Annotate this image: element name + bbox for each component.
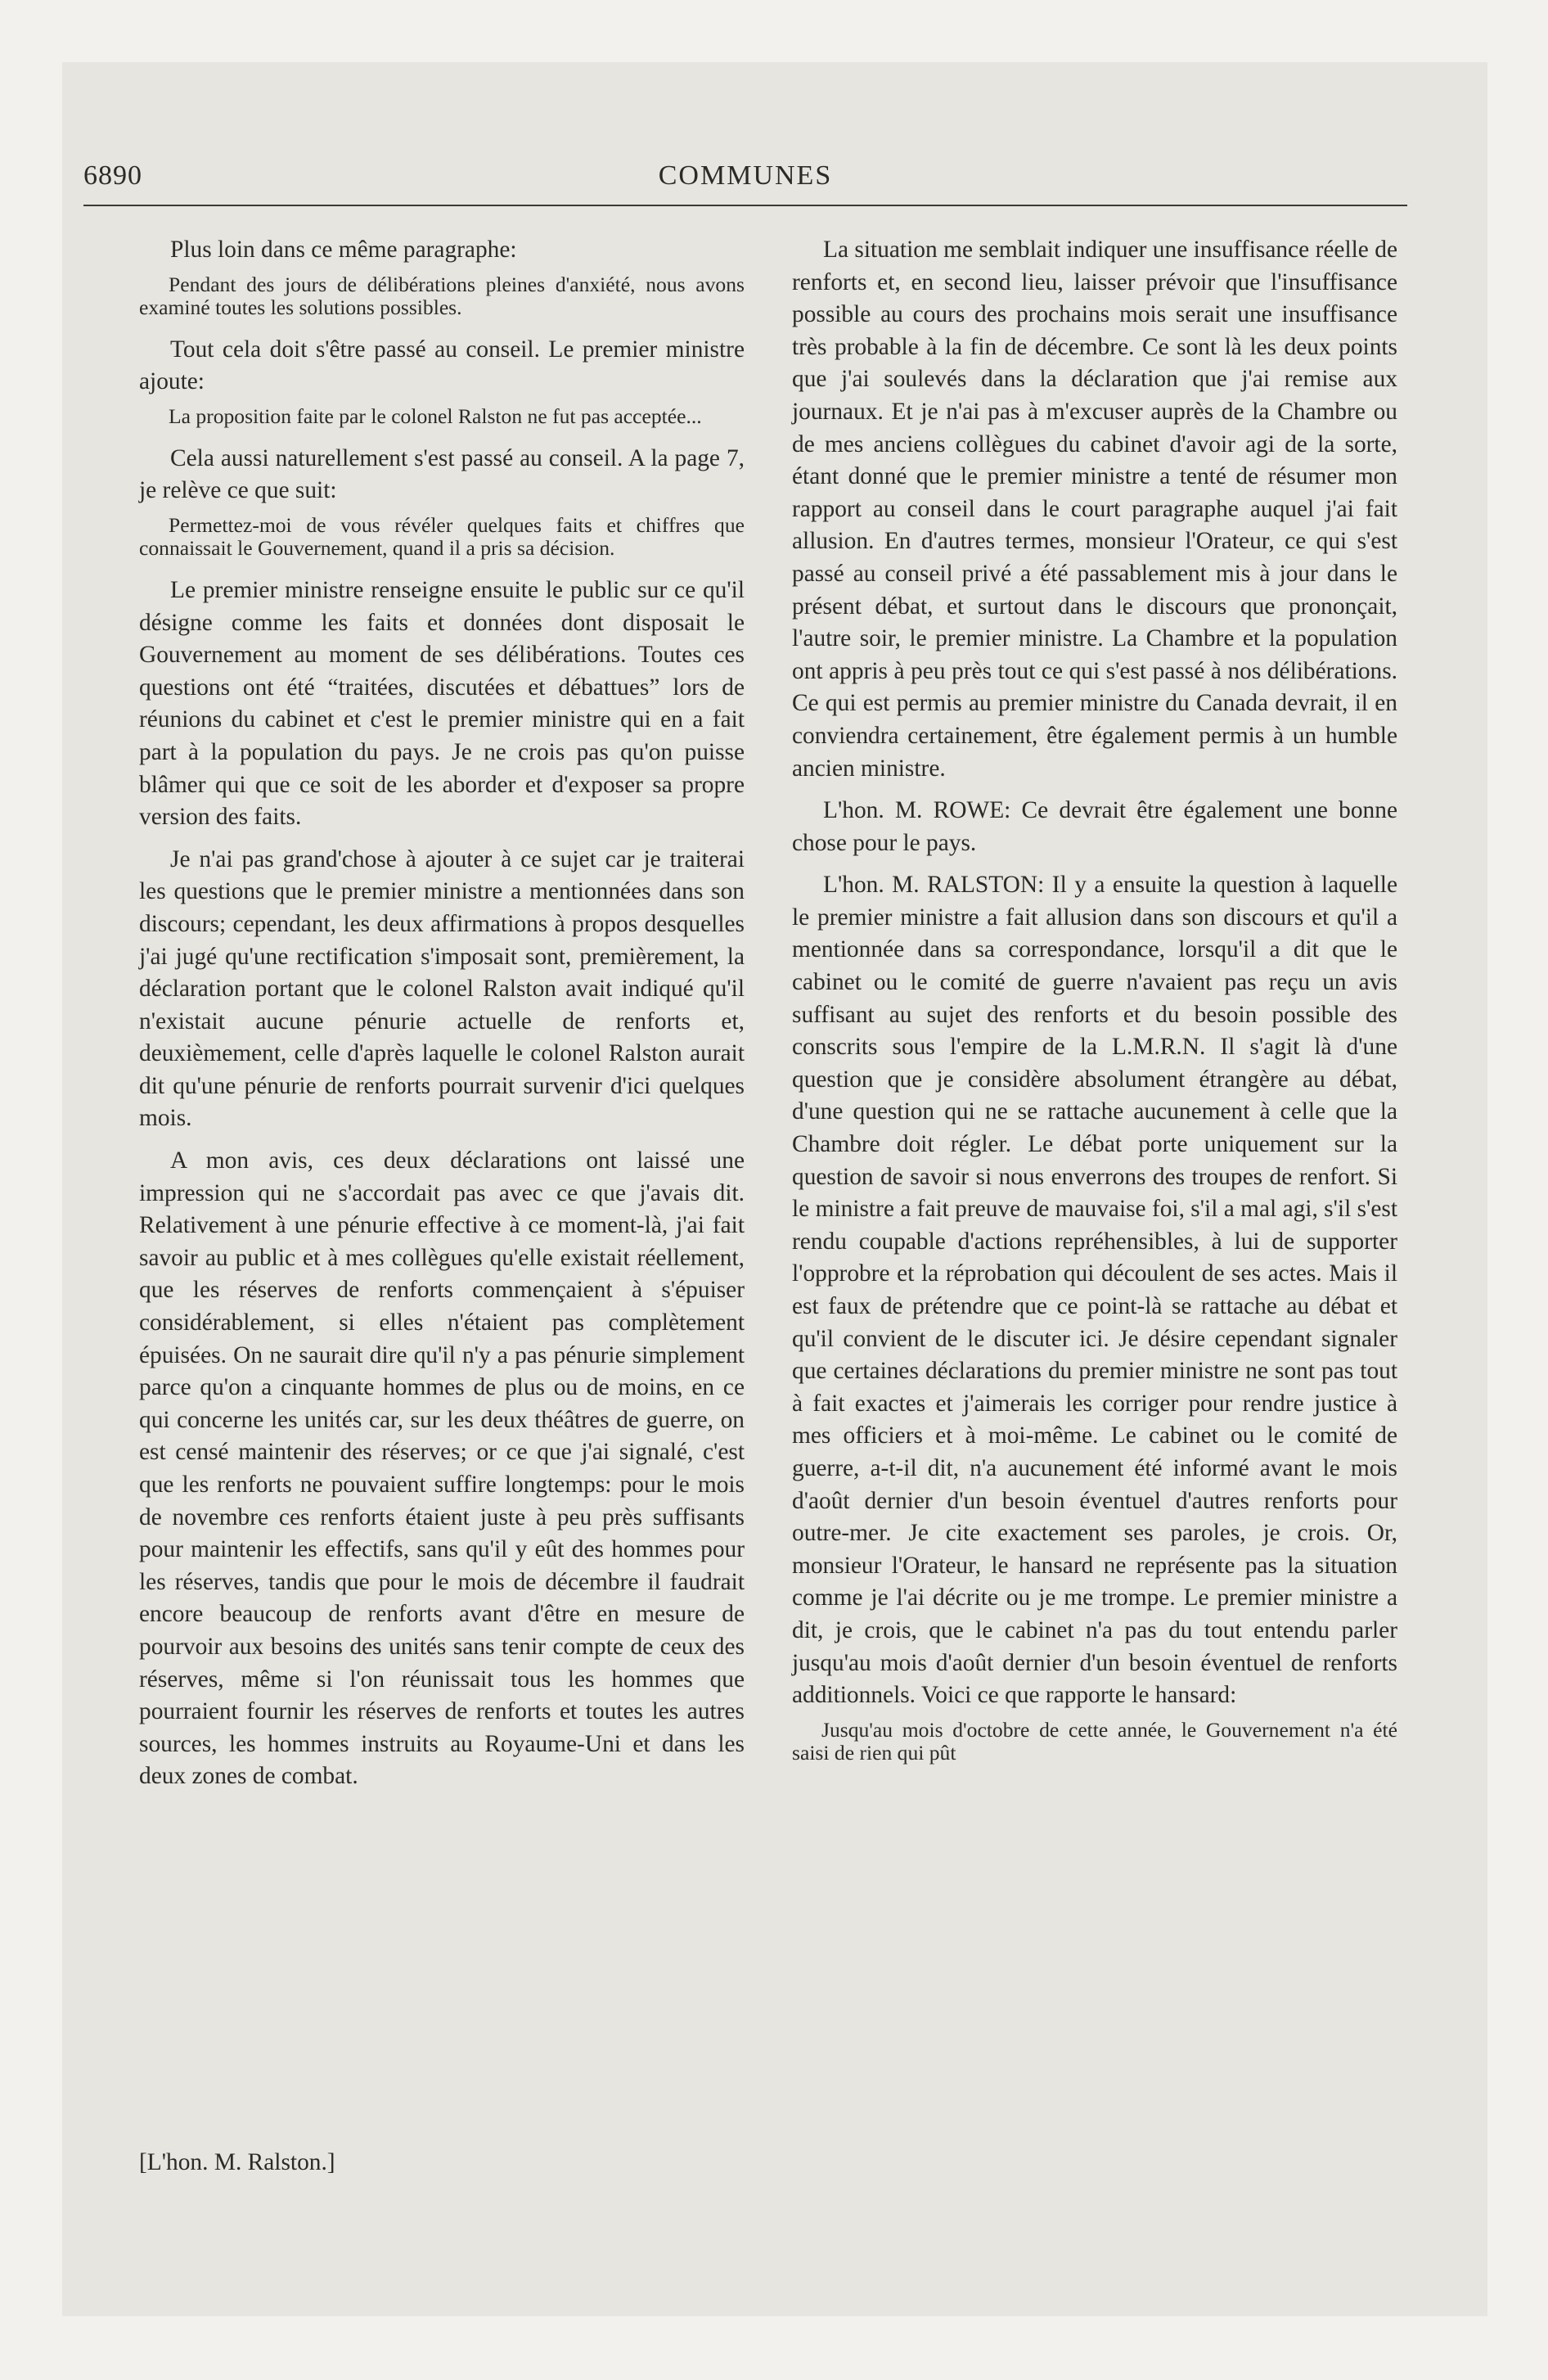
right-column (792, 234, 1397, 1779)
running-head: COMMUNES (658, 160, 833, 191)
block-quote: Pendant des jours de délibérations pleines d'anxiété, nous avons examiné toutes les solutions possibles. (139, 272, 745, 319)
block-quote: La proposition faite par le colonel Ralston ne fut pas acceptée... (169, 403, 702, 428)
paragraph: Tout cela doit s'être passé au conseil. Le premier ministre ajoute: (139, 336, 745, 395)
speaker-attribution: [L'hon. M. Ralston.] (139, 2149, 335, 2175)
paragraph: Je n'ai pas grand'chose à ajouter à ce sujet car je traiterai les questions que le premier ministre a mentionnées dans son discours; cependant, les deux affirmations à propos desquelles j'ai jugé qu'une rectification s'imposait sont, premièrement, la déclaration portant que le colonel Ralston avait indiqué qu'il n'existait aucune pénurie actuelle de renforts et, deuxièmement, celle d'après laquelle le colonel Ralston aurait dit qu'une pénurie de renforts pourrait survenir d'ici quelques mois. (139, 845, 745, 1132)
left-column (139, 234, 745, 1803)
paragraph: Le premier ministre renseigne ensuite le public sur ce qu'il désigne comme les faits et données dont disposait le Gouvernement au moment de ses délibérations. Toutes ces questions ont été “traitées, discutées et débattues” lors de réunions du cabinet et c'est le premier ministre qui en a fait part à la population du pays. Je ne crois pas qu'on puisse blâmer qui que ce soit de les aborder et d'exposer sa propre version des faits. (139, 576, 745, 831)
paragraph: L'hon. M. RALSTON: Il y a ensuite la question à laquelle le premier ministre a fait allusion dans son discours et qu'il a mentionnée dans sa correspondance, lorsqu'il a dit que le cabinet ou le comité de guerre n'avaient pas reçu un avis suffisant au sujet des renforts et du besoin possible des conscrits sous l'empire de la L.M.R.N. Il s'agit là d'une question que je considère absolument étrangère au débat, d'une question qui ne se rattache aucunement à celle que la Chambre doit régler. Le débat porte uniquement sur la question de savoir si nous enverrons des troupes de renfort. Si le ministre a fait preuve de mauvaise foi, s'il a mal agi, s'il s'est rendu coupable d'actions repréhensibles, à lui de supporter l'opprobre et la réprobation qui découlent de ses actes. Mais il est faux de prétendre que ce point-là se rattache au débat et qu'il convient de le discuter ici. Je désire cependant signaler que certaines déclarations du premier ministre ne sont pas tout à fait exactes et j'aimerais les corriger pour rendre justice à mes officiers et à moi-même. Le cabinet ou le comité de guerre, a-t-il dit, n'a aucunement été informé avant le mois d'août dernier d'un besoin éventuel d'autres renforts pour outre-mer. Je cite exactement ses paroles, je crois. Or, monsieur l'Orateur, le hansard ne représente pas la situation comme je l'ai décrite ou je me trompe. Le premier ministre a dit, je crois, que le cabinet n'a pas du tout entendu parler jusqu'au mois d'août dernier d'un besoin éventuel de renforts additionnels. Voici ce que rapporte le hansard: (792, 872, 1397, 1709)
block-quote: Jusqu'au mois d'octobre de cette année, le Gouvernement n'a été saisi de rien qui pût (792, 1717, 1397, 1765)
paragraph: Plus loin dans ce même paragraphe: (170, 237, 517, 263)
page-number: 6890 (83, 160, 142, 191)
paragraph: L'hon. M. ROWE: Ce devrait être également une bonne chose pour le pays. (792, 797, 1397, 856)
paragraph: Cela aussi naturellement s'est passé au conseil. A la page 7, je relève ce que suit: (139, 444, 745, 504)
paragraph: La situation me semblait indiquer une insuffisance réelle de renforts et, en second lieu, laisser prévoir que l'insuffisance possible au cours des prochains mois serait une insuffisance très probable à la fin de décembre. Ce sont là les deux points que j'ai soulevés dans la déclaration que j'ai remise aux journaux. Et je n'ai pas à m'excuser auprès de la Chambre ou de mes anciens collègues du cabinet d'avoir agi de la sorte, étant donné que le premier ministre a tenté de résumer mon rapport au conseil dans le court paragraphe auquel j'ai fait allusion. En d'autres termes, monsieur l'Orateur, ce qui s'est passé au conseil privé a été passablement mis à jour dans le présent débat, et surtout dans le discours que prononçait, l'autre soir, le premier ministre. La Chambre et la population ont appris à peu près tout ce qui s'est passé à nos délibérations. Ce qui est permis au premier ministre du Canada devrait, il en conviendra certainement, être également permis à un humble ancien ministre. (792, 237, 1397, 782)
paragraph: A mon avis, ces deux déclarations ont laissé une impression qui ne s'accordait pas avec ce que j'avais dit. Relativement à une pénurie effective à ce moment-là, j'ai fait savoir au public et à mes collègues qu'elle existait réellement, que les réserves de renforts commençaient à s'épuiser considérablement, si elles n'étaient pas complètement épuisées. On ne saurait dire qu'il n'y a pas pénurie simplement parce qu'on a cinquante hommes de plus ou de moins, en ce qui concerne les unités car, sur les deux théâtres de guerre, on est censé maintenir des réserves; or ce que j'ai signalé, c'est que les renforts ne pouvaient suffire longtemps: pour le mois de novembre ces renforts étaient juste à peu près suffisants pour maintenir les effectifs, sans qu'il y eût des hommes pour les réserves, tandis que pour le mois de décembre il faudrait encore beaucoup de renforts avant d'être en mesure de pourvoir aux besoins des unités sans tenir compte de ceux des réserves, même si l'on réunissait tous les hommes que pourraient fournir les réserves de renforts et toutes les autres sources, les hommes instruits au Royaume-Uni et dans les deux zones de combat. (139, 1147, 745, 1790)
header-rule (83, 205, 1407, 206)
page-header (83, 160, 1407, 203)
block-quote: Permettez-moi de vous révéler quelques faits et chiffres que connaissait le Gouvernement, quand il a pris sa décision. (139, 512, 745, 560)
